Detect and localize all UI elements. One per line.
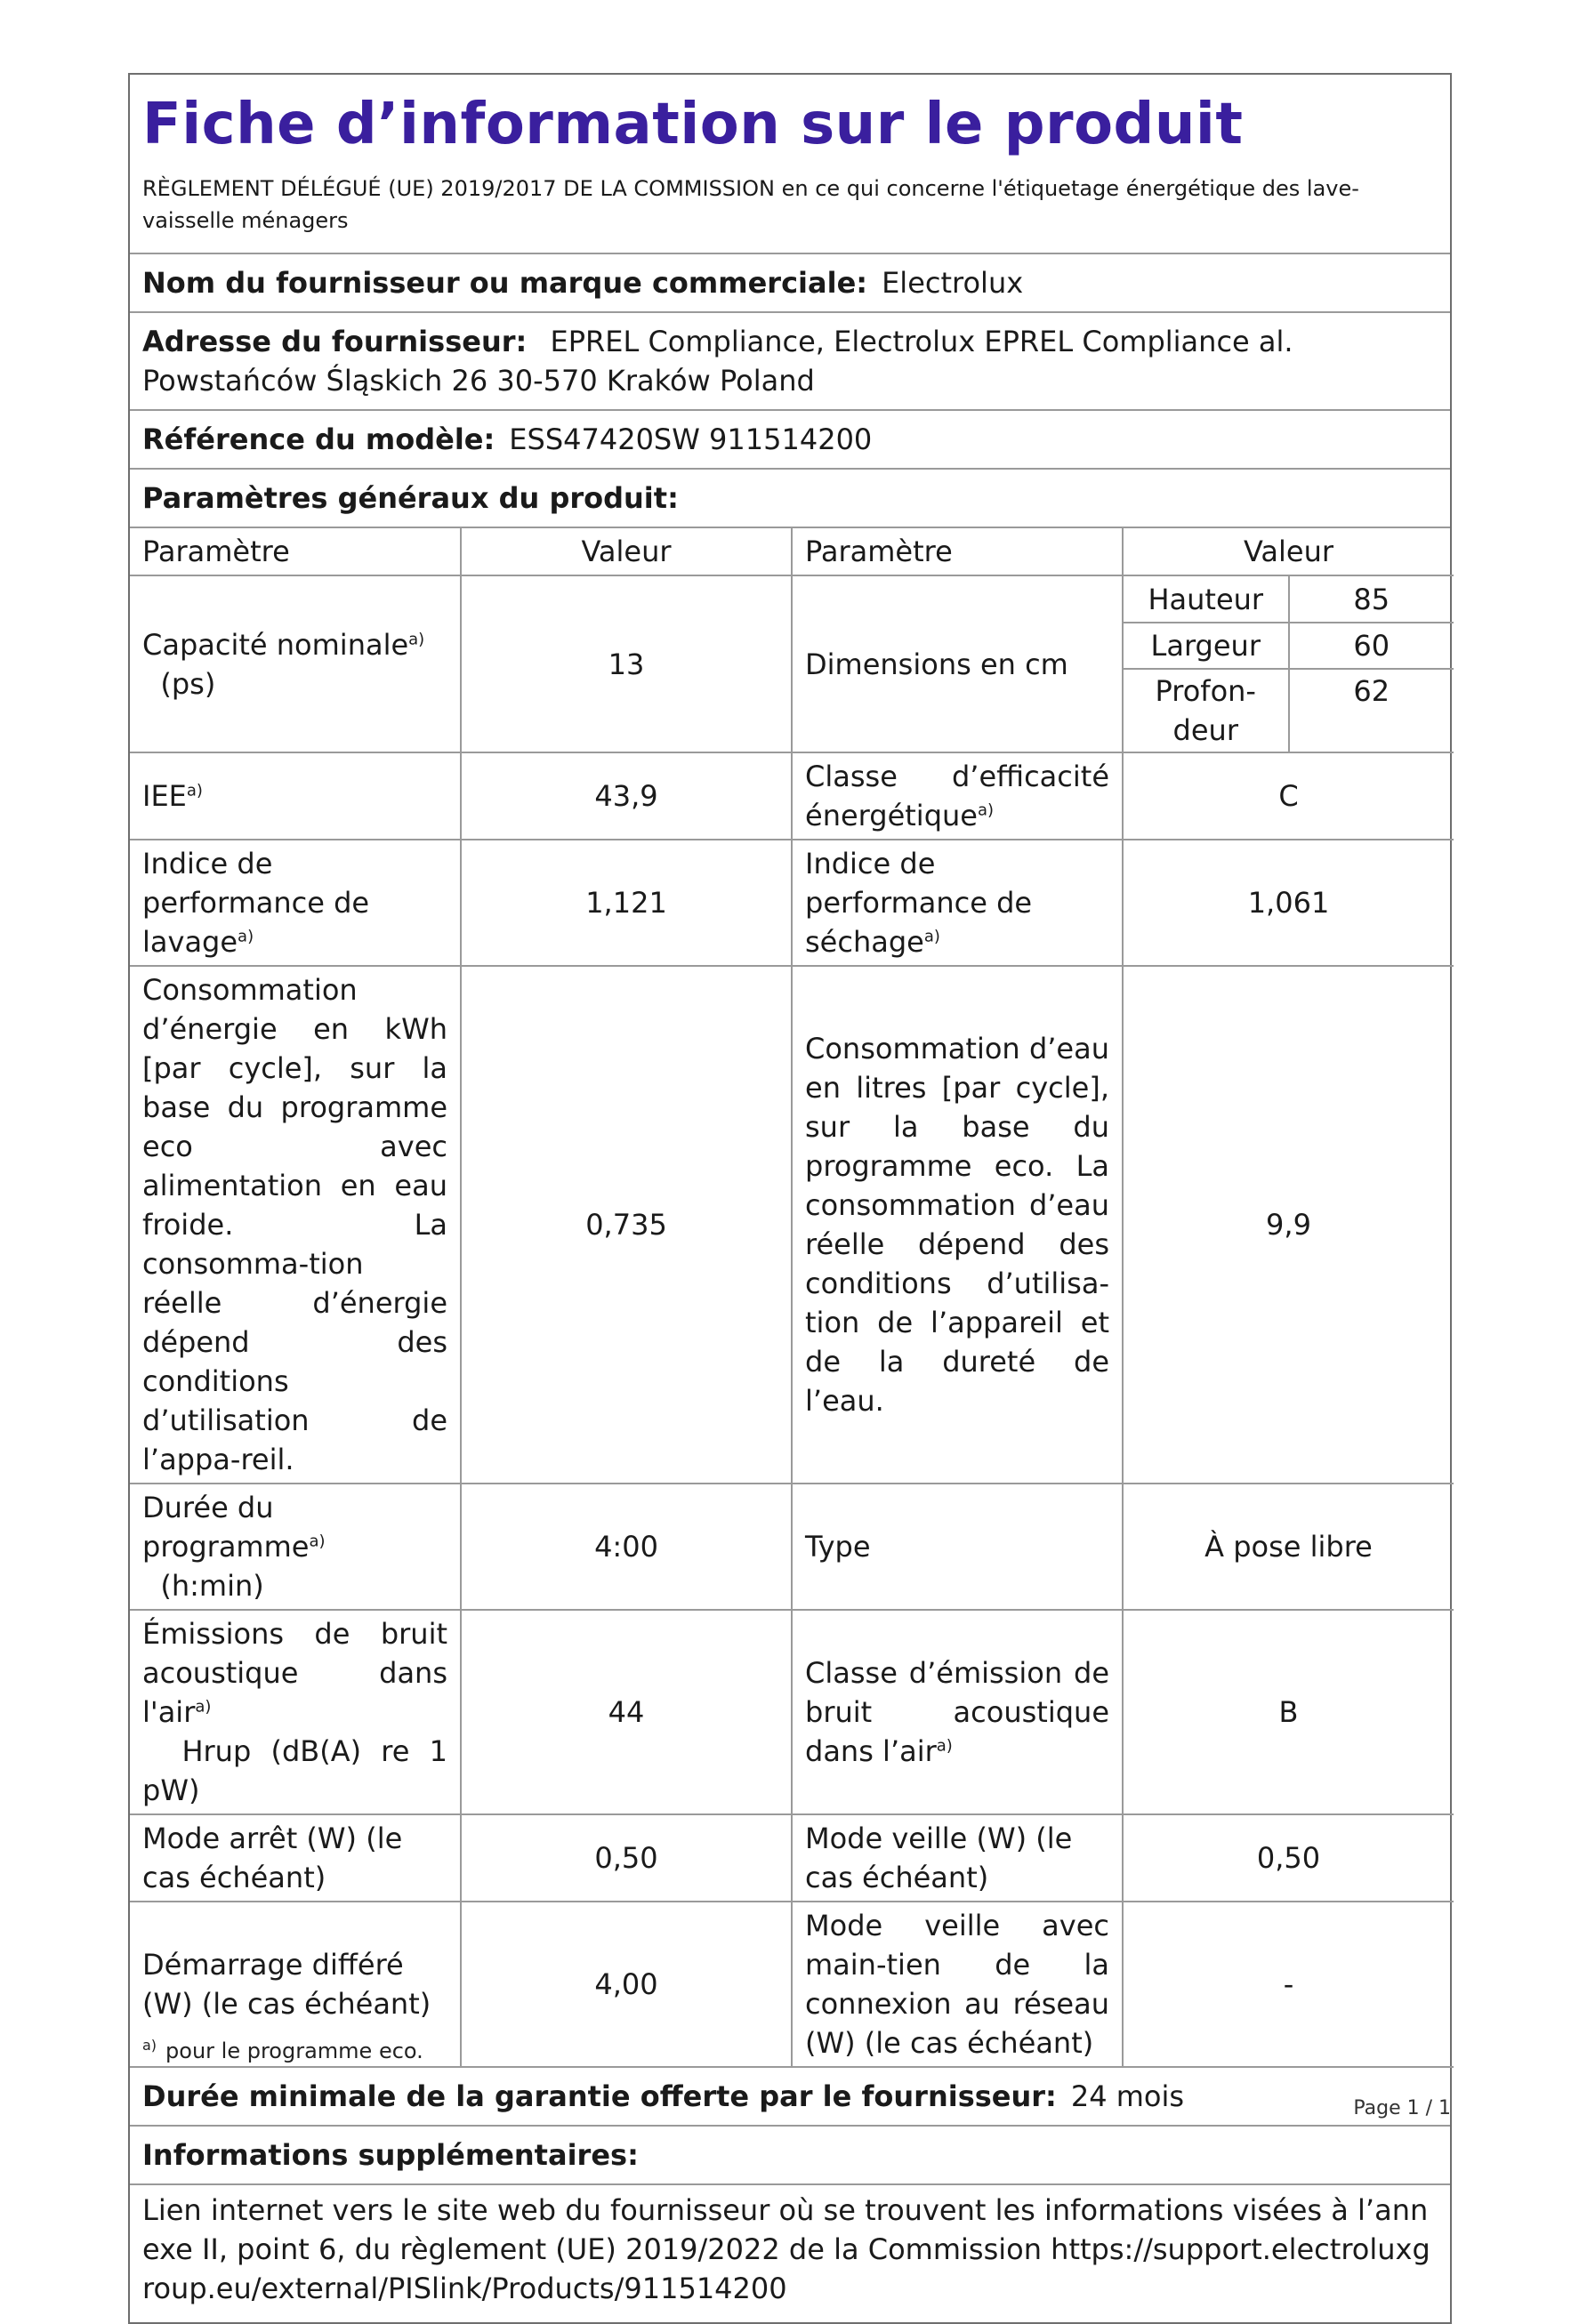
height-value: 85 bbox=[1289, 576, 1454, 623]
additional-info-heading: Informations supplémentaires: bbox=[142, 2138, 639, 2172]
address-label: Adresse du fournisseur: bbox=[142, 325, 528, 358]
capacity-label: Capacité nominale$^{a)}$ (ps) bbox=[130, 575, 461, 752]
dimensions-label: Dimensions en cm bbox=[792, 575, 1123, 752]
duration-value: 4:00 bbox=[461, 1484, 792, 1610]
iee-value: 43,9 bbox=[461, 752, 792, 840]
table-row bbox=[130, 1484, 1454, 1610]
delay-start-label: Démarrage différé (W) (le cas échéant) bbox=[130, 1902, 461, 2067]
noise-value: 44 bbox=[461, 1610, 792, 1814]
table-row bbox=[130, 840, 1454, 966]
address-row bbox=[130, 313, 1450, 411]
model-row bbox=[130, 411, 1450, 470]
supplier-link-row bbox=[130, 2185, 1450, 2322]
parameters-table bbox=[130, 528, 1454, 2068]
drying-index-label: Indice de performance de séchage$^{a)}$ bbox=[792, 840, 1123, 966]
noise-label: Émissions de bruit acoustique dans l'air$^{a)}$ Hrup (dB(A) re 1 pW) bbox=[130, 1610, 461, 1814]
supplier-value: Electrolux bbox=[882, 266, 1024, 300]
dimensions-values bbox=[1123, 575, 1454, 752]
product-information-sheet bbox=[128, 73, 1452, 2324]
footnote bbox=[142, 2039, 423, 2063]
warranty-row bbox=[130, 2068, 1450, 2127]
capacity-value: 13 bbox=[461, 575, 792, 752]
water-consumption-label: Consommation d’eau en litres [par cycle], sur la base du programme eco. La consommation d’eau réelle dépend des conditions d’utilisa-tion de l’appareil et de la dureté de l’eau. bbox=[792, 966, 1123, 1484]
warranty-label: Durée minimale de la garantie offerte par le fournisseur: bbox=[142, 2079, 1057, 2113]
model-label: Référence du modèle: bbox=[142, 422, 495, 456]
iee-label: IEE$^{a)}$ bbox=[130, 752, 461, 840]
table-row bbox=[130, 966, 1454, 1484]
regulation-text: RÈGLEMENT DÉLÉGUÉ (UE) 2019/2017 DE LA COMMISSION en ce qui concerne l'étiquetage énergétique des lave-vaisselle ménagers bbox=[142, 176, 1359, 233]
type-value: À pose libre bbox=[1123, 1484, 1454, 1610]
delay-start-value: 4,00 bbox=[461, 1902, 792, 2067]
supplier-label: Nom du fournisseur ou marque commerciale: bbox=[142, 266, 868, 300]
width-label: Largeur bbox=[1124, 623, 1289, 669]
duration-label: Durée du programme$^{a)}$ (h:min) bbox=[130, 1484, 461, 1610]
networked-standby-label: Mode veille avec main-tien de la connexion au réseau (W) (le cas échéant) bbox=[792, 1902, 1123, 2067]
table-row bbox=[130, 1814, 1454, 1902]
type-label: Type bbox=[792, 1484, 1123, 1610]
table-header-row bbox=[130, 528, 1454, 575]
width-value: 60 bbox=[1289, 623, 1454, 669]
networked-standby-value: - bbox=[1123, 1902, 1454, 2067]
additional-info-row bbox=[130, 2127, 1450, 2185]
off-mode-value: 0,50 bbox=[461, 1814, 792, 1902]
noise-class-value: B bbox=[1123, 1610, 1454, 1814]
standby-value: 0,50 bbox=[1123, 1814, 1454, 1902]
energy-class-value: C bbox=[1123, 752, 1454, 840]
washing-index-value: 1,121 bbox=[461, 840, 792, 966]
page-number: Page 1 / 1 bbox=[1353, 2097, 1451, 2119]
table-row bbox=[130, 575, 1454, 752]
water-consumption-value: 9,9 bbox=[1123, 966, 1454, 1484]
standby-label: Mode veille (W) (le cas échéant) bbox=[792, 1814, 1123, 1902]
drying-index-value: 1,061 bbox=[1123, 840, 1454, 966]
table-row bbox=[130, 752, 1454, 840]
warranty-value: 24 mois bbox=[1070, 2079, 1185, 2113]
column-header: Valeur bbox=[461, 528, 792, 575]
dimensions-subtable bbox=[1124, 576, 1454, 752]
general-params-row bbox=[130, 470, 1450, 528]
page-title: Fiche d’information sur le produit bbox=[142, 92, 1244, 157]
model-value: ESS47420SW 911514200 bbox=[509, 422, 873, 456]
title-block bbox=[130, 75, 1450, 254]
column-header: Paramètre bbox=[792, 528, 1123, 575]
depth-label: Profon-deur bbox=[1124, 669, 1289, 752]
address-value: EPREL Compliance, Electrolux EPREL Compliance al. Powstańców Śląskich 26 30-570 Kraków Poland bbox=[142, 325, 1293, 398]
height-label: Hauteur bbox=[1124, 576, 1289, 623]
footnote-marker: a) bbox=[142, 2037, 157, 2054]
noise-class-label: Classe d’émission de bruit acoustique dans l’air$^{a)}$ bbox=[792, 1610, 1123, 1814]
supplier-link-text: Lien internet vers le site web du fournisseur où se trouvent les informations visées à l’annexe II, point 6, du règlement (UE) 2019/2022 de la Commission https://support.electroluxgroup.eu/external/PISlink/Products/911514200 bbox=[142, 2193, 1430, 2305]
energy-class-label: Classe d’efficacité énergétique$^{a)}$ bbox=[792, 752, 1123, 840]
energy-consumption-label: Consommation d’énergie en kWh [par cycle], sur la base du programme eco avec alimentation en eau froide. La consomma-tion réelle d’énergie dépend des conditions d’utilisation de l’appa-reil. bbox=[130, 966, 461, 1484]
off-mode-label: Mode arrêt (W) (le cas échéant) bbox=[130, 1814, 461, 1902]
energy-consumption-value: 0,735 bbox=[461, 966, 792, 1484]
washing-index-label: Indice de performance de lavage$^{a)}$ bbox=[130, 840, 461, 966]
column-header: Paramètre bbox=[130, 528, 461, 575]
depth-value: 62 bbox=[1289, 669, 1454, 752]
footnote-text: pour le programme eco. bbox=[165, 2039, 423, 2063]
column-header: Valeur bbox=[1123, 528, 1454, 575]
table-row bbox=[130, 1610, 1454, 1814]
general-params-heading: Paramètres généraux du produit: bbox=[142, 481, 679, 515]
supplier-row bbox=[130, 254, 1450, 313]
